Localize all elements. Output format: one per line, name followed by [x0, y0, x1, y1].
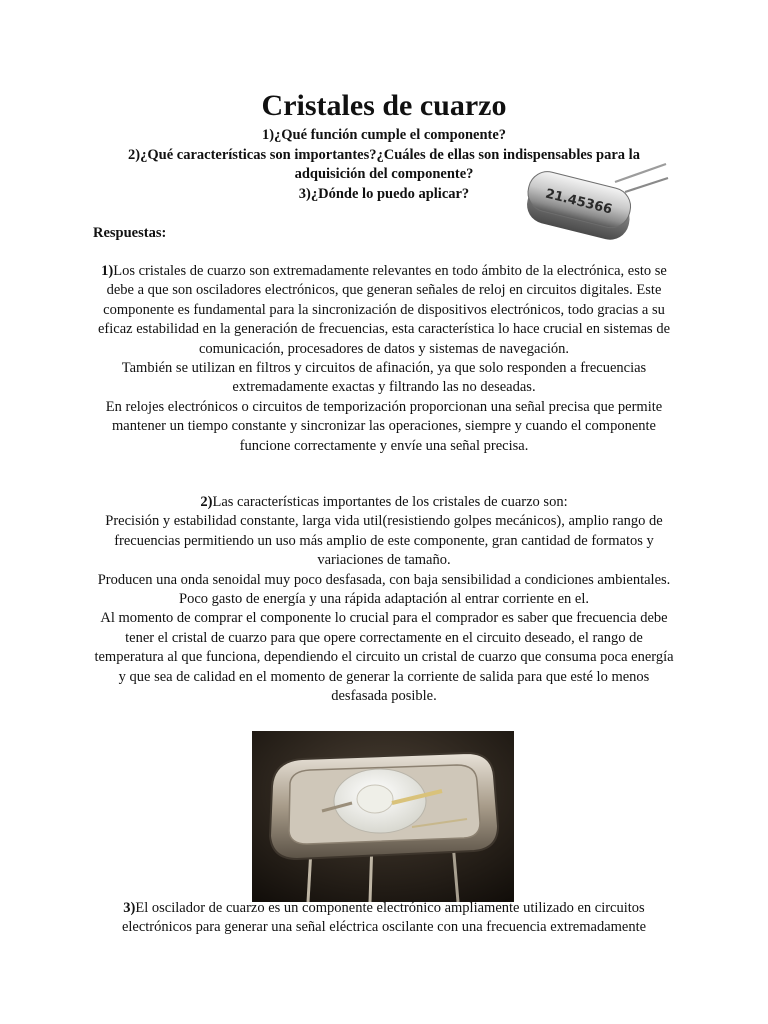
answer-section-2	[90, 493, 678, 706]
paragraph: En relojes electrónicos o circuitos de temporización proporcionan una señal precisa que permite mantener un tiempo constante y sincronizar las operaciones, siempre y cuando el componente funcione correctamente y envíe una señal precisa.	[105, 398, 663, 454]
answers-label: Respuestas:	[93, 225, 167, 241]
question-line: 3)¿Dónde lo puedo aplicar?	[298, 185, 470, 202]
paragraph: También se utilizan en filtros y circuitos de afinación, ya que solo responden a frecuencias extremadamente exactas y filtrando las no deseadas.	[121, 360, 647, 396]
paragraph	[90, 899, 678, 938]
answer-section-3	[90, 899, 678, 938]
paragraph: Producen una onda senoidal muy poco desfasada, con baja sensibilidad a condiciones ambientales.	[97, 571, 671, 588]
paragraph	[90, 262, 678, 359]
answer-number: 1)	[101, 263, 114, 279]
paragraph: Poco gasto de energía y una rápida adaptación al entrar corriente en el.	[179, 591, 589, 608]
crystal-marking: 21.45366	[543, 186, 614, 218]
crystal-photo-drawing	[252, 731, 514, 902]
paragraph-text: Los cristales de cuarzo son extremadamente relevantes en todo ámbito de la electrónica, esto se debe a que son osciladores electrónicos, que generan señales de reloj en circuitos digitales. Este componente es fundamental para la sincronización de dispositivos electrónicos, todo gracias a su eficaz estabilidad en la generación de frecuencias, esta característica lo hace crucial en sistemas de comunicación, procesadores de datos y sistemas de navegación.	[97, 263, 671, 357]
paragraph: Precisión y estabilidad constante, larga vida util(resistiendo golpes mecánicos), amplio rango de frecuencias permitiendo un uso más amplio de este componente, gran cantidad de formatos y variaciones de tamaño.	[105, 513, 663, 569]
answer-section-1	[90, 262, 678, 456]
paragraph-text: El oscilador de cuarzo es un componente electrónico ampliamente utilizado en circuitos electrónicos para generar una señal eléctrica oscilante con una frecuencia extremadamente	[121, 900, 647, 936]
answer-number: 2)	[200, 494, 213, 510]
paragraph: Al momento de comprar el componente lo crucial para el comprador es saber que frecuencia debe tener el cristal de cuarzo para que opere correctamente en el circuito deseado, el rango de temperatura al que funciona, dependiendo el circuito un cristal de cuarzo que consuma poca energía y que sea de calidad en el momento de generar la corriente de salida para que esté lo menos desfasada posible.	[94, 610, 674, 705]
crystal-component-image	[520, 160, 670, 252]
question-line: adquisición del componente?	[294, 166, 474, 182]
question-line: 1)¿Qué función cumple el componente?	[261, 127, 507, 143]
paragraph-text: Las características importantes de los cristales de cuarzo son:	[212, 494, 568, 510]
answer-number: 3)	[123, 900, 136, 916]
question-line: 2)¿Qué características son importantes?¿Cuáles de ellas son indispensables para la	[128, 146, 640, 163]
crystal-interior-photo	[252, 731, 514, 902]
paragraph	[90, 493, 678, 512]
document-title: Cristales de cuarzo	[261, 89, 507, 122]
